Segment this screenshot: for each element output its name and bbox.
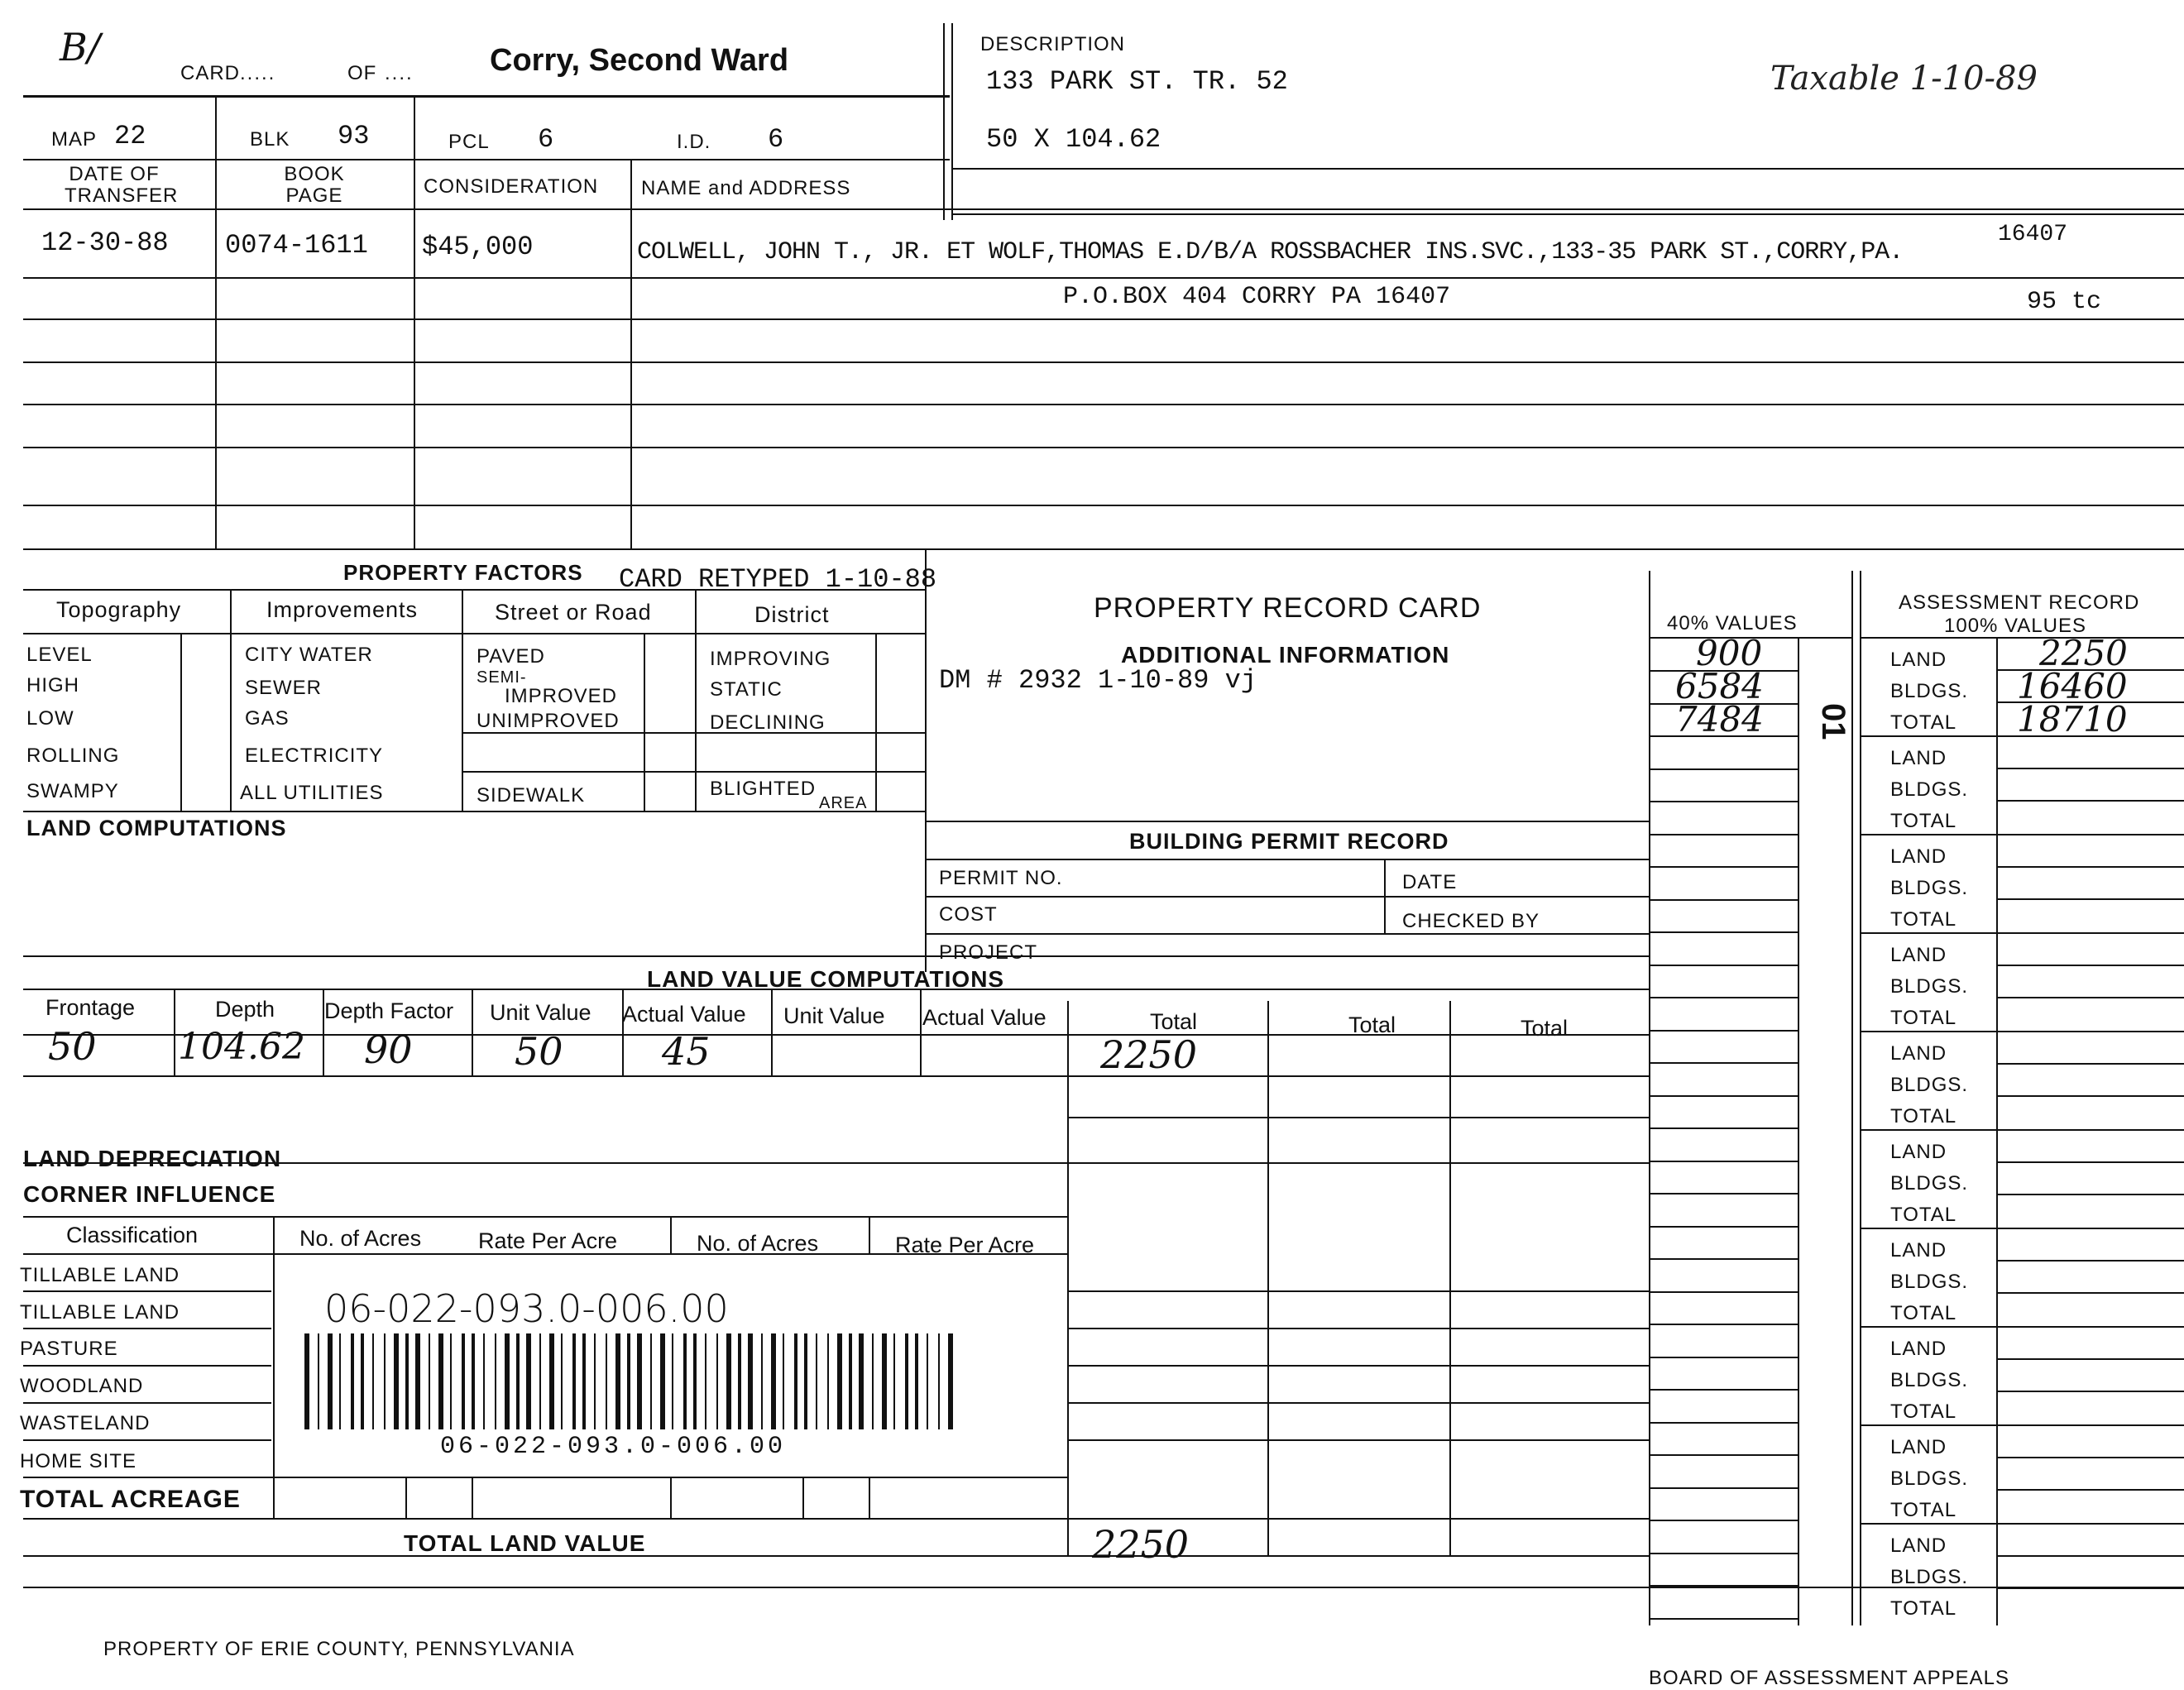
- additional-info-label: ADDITIONAL INFORMATION: [1121, 642, 1450, 668]
- rule-line: [1996, 800, 2184, 802]
- assessment-row-label: LAND: [1890, 1534, 1947, 1557]
- rule-line: [1996, 866, 2184, 868]
- unit-value-header: Unit Value: [490, 1000, 592, 1025]
- card-dots: .....: [240, 62, 276, 84]
- barcode-bar: [328, 1333, 333, 1429]
- barcode-bar: [726, 1333, 731, 1429]
- assessment-row-label: TOTAL: [1890, 1499, 1957, 1521]
- book-page-value: 0074-1611: [225, 230, 368, 261]
- land-total-value: 2250: [1100, 1032, 1198, 1077]
- rule-line: [1996, 768, 2184, 769]
- assessment-row-label: LAND: [1890, 1141, 1947, 1163]
- rule-line: [1649, 801, 1798, 802]
- rule-line: [1996, 1063, 2184, 1065]
- assessment-bldgs-value: 16460: [2017, 666, 2128, 706]
- barcode-bar: [761, 1333, 763, 1429]
- barcode-bar: [927, 1333, 928, 1429]
- rule-line: [1649, 1291, 1798, 1293]
- barcode-bar: [660, 1333, 665, 1429]
- rule-line: [1996, 1587, 2184, 1589]
- blk-value: 93: [338, 121, 370, 151]
- barcode-bar: [606, 1333, 607, 1429]
- assessment-row-label: TOTAL: [1890, 1204, 1957, 1226]
- rule-line: [1649, 1389, 1798, 1391]
- assessment-header: ASSESSMENT RECORD: [1899, 591, 2140, 614]
- assessment-subheader: 100% VALUES: [1944, 615, 2086, 637]
- assessment-row-label: BLDGS.: [1890, 1369, 1969, 1391]
- depth-factor-value: 90: [364, 1027, 413, 1072]
- rule-line: [1649, 1258, 1798, 1260]
- total-header-3: Total: [1521, 1016, 1569, 1041]
- barcode-bar: [415, 1333, 420, 1429]
- barcode-bar: [561, 1333, 563, 1429]
- rule-line: [1649, 834, 1798, 835]
- unit-value-header-2: Unit Value: [783, 1003, 885, 1028]
- description-line2: 50 X 104.62: [986, 124, 1161, 155]
- no-of-acres-header: No. of Acres: [299, 1226, 422, 1251]
- total-land-value: 2250: [1092, 1522, 1190, 1567]
- barcode-bar: [627, 1333, 630, 1429]
- barcode-bar: [872, 1333, 874, 1429]
- actual-value-header: Actual Value: [622, 1002, 746, 1027]
- barcode-bar: [893, 1333, 895, 1429]
- barcode-bar: [438, 1333, 443, 1429]
- barcode-bar: [339, 1333, 341, 1429]
- no-of-acres-header-2: No. of Acres: [697, 1231, 819, 1256]
- corner-influence-label: CORNER INFLUENCE: [23, 1181, 276, 1207]
- street-unimproved: UNIMPROVED: [477, 710, 620, 732]
- rule-line: [1067, 1328, 1649, 1329]
- total-acreage-label: TOTAL ACREAGE: [20, 1486, 241, 1513]
- street-paved: PAVED: [477, 645, 545, 668]
- barcode-image: [304, 1333, 958, 1429]
- acreage-row-pasture: PASTURE: [20, 1338, 118, 1360]
- rule-line: [1649, 1226, 1798, 1228]
- owner-name-line: COLWELL, JOHN T., JR. ET WOLF,THOMAS E.D/B/A ROSSBACHER INS.SVC.,133-35 PARK ST.,CORRY,PA.: [637, 238, 1904, 266]
- pcl-label: PCL: [448, 131, 490, 153]
- land-value-title: LAND VALUE COMPUTATIONS: [647, 966, 1005, 992]
- taxable-note: Taxable 1-10-89: [1770, 60, 2038, 98]
- card-label: CARD: [180, 62, 241, 84]
- barcode-bar: [905, 1333, 908, 1429]
- barcode-bar: [849, 1333, 852, 1429]
- barcode-bar: [429, 1333, 430, 1429]
- barcode-bar: [705, 1333, 706, 1429]
- assessment-row-label: LAND: [1890, 1338, 1947, 1360]
- barcode-bar: [462, 1333, 465, 1429]
- topography-swampy: SWAMPY: [26, 780, 119, 802]
- tc-note: 95 tc: [2027, 288, 2102, 316]
- district-declining: DECLINING: [710, 711, 826, 734]
- acreage-row-home-site: HOME SITE: [20, 1450, 137, 1472]
- district-area: AREA: [819, 794, 868, 812]
- barcode-bar: [394, 1333, 399, 1429]
- frontage-header: Frontage: [46, 995, 136, 1020]
- barcode-bar: [495, 1333, 496, 1429]
- district-blighted: BLIGHTED: [710, 778, 817, 800]
- rule-line: [1996, 1555, 2184, 1557]
- footer-left: PROPERTY OF ERIE COUNTY, PENNSYLVANIA: [103, 1638, 575, 1660]
- rule-line: [1649, 1030, 1798, 1032]
- rule-line: [1649, 866, 1798, 868]
- district-static: STATIC: [710, 678, 783, 701]
- barcode-bar: [405, 1333, 409, 1429]
- actual-value: 45: [662, 1029, 711, 1074]
- barcode-bar: [539, 1333, 541, 1429]
- acreage-row-tillable-1: TILLABLE LAND: [20, 1264, 180, 1286]
- assessment-row-label: LAND: [1890, 944, 1947, 966]
- assessment-code: 01: [1815, 703, 1851, 740]
- barcode-bar: [859, 1333, 864, 1429]
- rule-line: [1649, 1161, 1798, 1162]
- assessment-land-value: 2250: [2039, 633, 2128, 673]
- description-line1: 133 PARK ST. TR. 52: [986, 66, 1288, 97]
- rule-line: [1860, 1031, 2184, 1032]
- municipality-title: Corry, Second Ward: [490, 43, 789, 78]
- depth-header: Depth: [215, 997, 275, 1022]
- assessment-row-label: TOTAL: [1890, 908, 1957, 931]
- rule-line: [1860, 1129, 2184, 1131]
- barcode-bar: [304, 1333, 309, 1429]
- depth-factor-header: Depth Factor: [324, 998, 454, 1023]
- rule-line: [1996, 997, 2184, 998]
- assessment-row-label: LAND: [1890, 649, 1947, 671]
- rule-line: [1067, 1402, 1649, 1404]
- rule-line: [1649, 1095, 1798, 1097]
- permit-date-label: DATE: [1402, 871, 1458, 893]
- assessment-row-label: BLDGS.: [1890, 1271, 1969, 1293]
- improvement-electricity: ELECTRICITY: [245, 744, 384, 767]
- barcode-bar: [637, 1333, 642, 1429]
- project-label: PROJECT: [939, 941, 1038, 964]
- barcode-bar: [483, 1333, 485, 1429]
- street-improved: IMPROVED: [505, 685, 618, 707]
- street-semi: SEMI-: [477, 668, 527, 687]
- rule-line: [1996, 1391, 2184, 1392]
- mailing-address: P.O.BOX 404 CORRY PA 16407: [1063, 283, 1451, 311]
- assessment-row-label: TOTAL: [1890, 1007, 1957, 1029]
- rule-line: [1860, 932, 2184, 934]
- building-permit-title: BUILDING PERMIT RECORD: [1129, 829, 1449, 854]
- barcode-bar: [783, 1333, 784, 1429]
- barcode-bar: [804, 1333, 807, 1429]
- actual-value-header-2: Actual Value: [922, 1005, 1046, 1030]
- barcode-bar: [472, 1333, 475, 1429]
- rule-line: [1860, 1523, 2184, 1525]
- rule-line: [1860, 1326, 2184, 1328]
- rule-line: [1649, 1357, 1798, 1358]
- blk-label: BLK: [250, 128, 290, 151]
- rate-per-acre-header: Rate Per Acre: [478, 1228, 618, 1253]
- barcode-bar: [549, 1333, 554, 1429]
- assessment-row-label: LAND: [1890, 1042, 1947, 1065]
- barcode-bar: [693, 1333, 697, 1429]
- barcode-bar: [948, 1333, 953, 1429]
- barcode-bar: [594, 1333, 596, 1429]
- rule-line: [1996, 1457, 2184, 1458]
- barcode-bar: [572, 1333, 576, 1429]
- land-depreciation-label: LAND DEPRECIATION: [23, 1146, 282, 1171]
- assessment-row-label: BLDGS.: [1890, 1172, 1969, 1194]
- record-card-title: PROPERTY RECORD CARD: [1094, 592, 1482, 624]
- acreage-row-tillable-2: TILLABLE LAND: [20, 1301, 180, 1324]
- zip-note: 16407: [1998, 222, 2068, 247]
- corner-mark: B/: [60, 25, 101, 69]
- rule-line: [1067, 1290, 1649, 1292]
- rule-line: [1067, 1365, 1649, 1367]
- values-40-bldgs: 6584: [1675, 666, 1764, 706]
- barcode-bar: [450, 1333, 452, 1429]
- acreage-row-wasteland: WASTELAND: [20, 1412, 151, 1434]
- topography-header: Topography: [56, 597, 182, 622]
- street-sidewalk: SIDEWALK: [477, 784, 586, 807]
- classification-header: Classification: [66, 1223, 199, 1247]
- barcode-bar: [582, 1333, 586, 1429]
- map-value: 22: [114, 121, 146, 151]
- assessment-row-label: TOTAL: [1890, 711, 1957, 734]
- rule-line: [1649, 768, 1798, 770]
- topography-high: HIGH: [26, 674, 79, 697]
- barcode-bar: [650, 1333, 652, 1429]
- barcode-bar: [615, 1333, 620, 1429]
- improvement-city-water: CITY WATER: [245, 644, 373, 666]
- rule-line: [1996, 1358, 2184, 1360]
- rule-line: [1860, 834, 2184, 835]
- name-address-header: NAME and ADDRESS: [641, 177, 851, 199]
- barcode-bar: [738, 1333, 741, 1429]
- transfer-date: 12-30-88: [41, 227, 169, 258]
- barcode-bar: [372, 1333, 374, 1429]
- assessment-row-label: BLDGS.: [1890, 680, 1969, 702]
- rule-line: [1067, 1439, 1649, 1441]
- barcode-bar: [505, 1333, 510, 1429]
- barcode-bar: [794, 1333, 797, 1429]
- rate-per-acre-header-2: Rate Per Acre: [895, 1233, 1035, 1257]
- topography-rolling: ROLLING: [26, 744, 120, 767]
- rule-line: [1649, 1193, 1798, 1194]
- values-40-total: 7484: [1675, 699, 1764, 740]
- street-road-header: Street or Road: [495, 600, 652, 625]
- assessment-row-label: BLDGS.: [1890, 1566, 1969, 1588]
- rule-line: [1996, 1161, 2184, 1163]
- assessment-row-label: TOTAL: [1890, 1597, 1957, 1620]
- barcode-bar: [384, 1333, 386, 1429]
- assessment-row-label: LAND: [1890, 747, 1947, 769]
- id-label: I.D.: [677, 131, 711, 153]
- rule-line: [1996, 1260, 2184, 1262]
- frontage-value: 50: [48, 1024, 97, 1069]
- rule-line: [1649, 1585, 1798, 1587]
- assessment-row-label: BLDGS.: [1890, 1467, 1969, 1490]
- improvement-all-utilities: ALL UTILITIES: [240, 782, 384, 804]
- total-header-1: Total: [1150, 1009, 1198, 1034]
- book-page-header: BOOK PAGE: [284, 163, 345, 207]
- assessment-row-label: LAND: [1890, 1239, 1947, 1262]
- rule-line: [1649, 997, 1798, 998]
- rule-line: [1996, 1095, 2184, 1097]
- assessment-row-label: BLDGS.: [1890, 975, 1969, 998]
- rule-line: [1649, 1454, 1798, 1456]
- pcl-value: 6: [538, 124, 554, 155]
- rule-line: [1649, 1127, 1798, 1129]
- barcode-bar: [827, 1333, 829, 1429]
- barcode-bar: [837, 1333, 842, 1429]
- acreage-row-woodland: WOODLAND: [20, 1375, 144, 1397]
- rule-line: [1996, 965, 2184, 966]
- map-label: MAP: [51, 128, 98, 151]
- rule-line: [1996, 1292, 2184, 1294]
- barcode-handwritten-number: 06-022-093.0-006.00: [324, 1286, 729, 1331]
- barcode-bar: [526, 1333, 531, 1429]
- description-label: DESCRIPTION: [980, 33, 1126, 55]
- assessment-row-label: TOTAL: [1890, 1400, 1957, 1423]
- additional-info-text: DM # 2932 1-10-89 vj: [939, 665, 1257, 696]
- total-land-value-label: TOTAL LAND VALUE: [404, 1530, 646, 1556]
- consideration-header: CONSIDERATION: [424, 175, 599, 198]
- topography-low: LOW: [26, 707, 74, 730]
- barcode-bar: [771, 1333, 776, 1429]
- depth-value: 104.62: [178, 1026, 305, 1068]
- rule-line: [1649, 1520, 1798, 1521]
- district-improving: IMPROVING: [710, 648, 831, 670]
- district-header: District: [754, 602, 830, 627]
- rule-line: [1996, 898, 2184, 900]
- unit-value: 50: [515, 1029, 563, 1074]
- topography-level: LEVEL: [26, 644, 93, 666]
- rule-line: [1649, 965, 1798, 966]
- of-label: OF: [347, 62, 377, 84]
- barcode-bar: [716, 1333, 718, 1429]
- assessment-row-label: BLDGS.: [1890, 877, 1969, 899]
- rule-line: [1649, 1062, 1798, 1064]
- permit-no-label: PERMIT NO.: [939, 867, 1063, 889]
- values-40-land: 900: [1696, 633, 1763, 673]
- of-dots: ....: [385, 62, 414, 84]
- rule-line: [1860, 1424, 2184, 1426]
- footer-right: BOARD OF ASSESSMENT APPEALS: [1649, 1667, 2010, 1689]
- total-header-2: Total: [1348, 1013, 1396, 1037]
- barcode-bar: [351, 1333, 354, 1429]
- rule-line: [1860, 1228, 2184, 1229]
- rule-line: [1996, 1489, 2184, 1491]
- barcode-bar: [915, 1333, 918, 1429]
- barcode-printed-number: 06-022-093.0-006.00: [440, 1433, 787, 1461]
- rule-line: [1649, 1324, 1798, 1325]
- id-value: 6: [768, 124, 784, 155]
- barcode-bar: [672, 1333, 673, 1429]
- rule-line: [1649, 1553, 1798, 1554]
- date-of-transfer-header: DATE OF TRANSFER: [65, 163, 179, 207]
- card-retyped-note: CARD RETYPED 1-10-88: [619, 564, 937, 595]
- barcode-bar: [361, 1333, 364, 1429]
- rule-line: [1996, 1194, 2184, 1195]
- barcode-bar: [816, 1333, 817, 1429]
- barcode-bar: [938, 1333, 940, 1429]
- land-computations-label: LAND COMPUTATIONS: [26, 816, 287, 840]
- improvement-gas: GAS: [245, 707, 290, 730]
- rule-line: [1649, 1618, 1798, 1620]
- rule-line: [1649, 1422, 1798, 1424]
- assessment-row-label: TOTAL: [1890, 1302, 1957, 1324]
- assessment-row-label: LAND: [1890, 1436, 1947, 1458]
- barcode-bar: [748, 1333, 753, 1429]
- rule-line: [1649, 1487, 1798, 1489]
- improvements-header: Improvements: [266, 597, 419, 622]
- assessment-total-value: 18710: [2017, 699, 2128, 740]
- barcode-bar: [516, 1333, 520, 1429]
- rule-line: [1649, 899, 1798, 901]
- barcode-bar: [318, 1333, 319, 1429]
- consideration-value: $45,000: [422, 232, 534, 262]
- permit-cost-label: COST: [939, 903, 998, 926]
- assessment-row-label: BLDGS.: [1890, 778, 1969, 801]
- improvement-sewer: SEWER: [245, 677, 323, 699]
- checked-by-label: CHECKED BY: [1402, 910, 1540, 932]
- values-40-header: 40% VALUES: [1667, 612, 1798, 634]
- assessment-row-label: TOTAL: [1890, 810, 1957, 832]
- property-factors-title: PROPERTY FACTORS: [343, 560, 583, 585]
- assessment-row-label: BLDGS.: [1890, 1074, 1969, 1096]
- assessment-row-label: TOTAL: [1890, 1105, 1957, 1127]
- rule-line: [1649, 931, 1798, 933]
- barcode-bar: [683, 1333, 687, 1429]
- assessment-row-label: LAND: [1890, 845, 1947, 868]
- barcode-bar: [882, 1333, 887, 1429]
